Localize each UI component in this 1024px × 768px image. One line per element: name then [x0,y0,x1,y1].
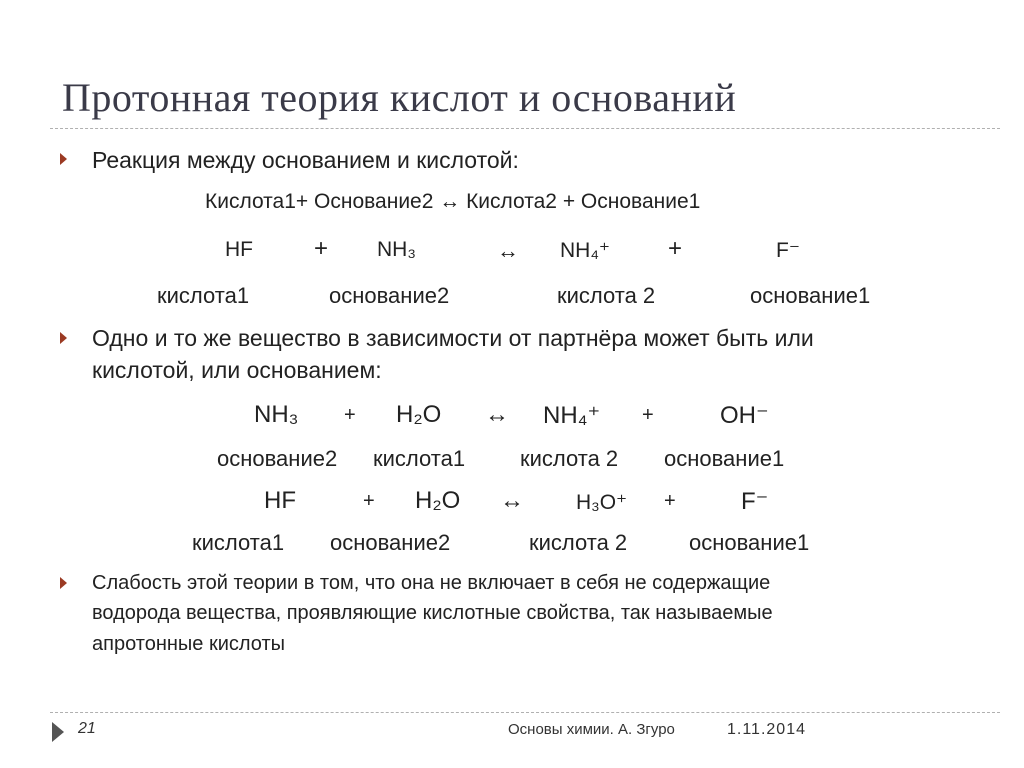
bullet-text: апротонные кислоты [92,633,285,655]
formula: H₂O [415,487,461,514]
equation-row [0,401,1024,433]
equation-row [0,235,1024,268]
role-label: основание1 [689,530,810,555]
role-label: основание2 [329,283,450,308]
footer-text: Основы химии. А. Згуро [508,721,675,738]
formula: NH₃ [377,238,416,261]
role-label: кислота1 [157,283,250,308]
role-label: кислота1 [192,530,285,555]
formula: OH⁻ [720,402,769,429]
bullet-marker [60,153,67,165]
label-row [0,283,1024,313]
formula: H₂O [396,401,442,428]
bullet-marker [60,577,67,589]
formula: F⁻ [776,239,800,262]
role-label: основание1 [664,446,785,471]
title-divider [50,128,1000,129]
plus-sign: + [668,235,683,262]
role-label: кислота 2 [520,446,619,471]
formula: HF [225,238,253,261]
bullet-text: Реакция между основанием и кислотой: [92,147,519,173]
equilibrium-arrow: ↔ [500,487,524,514]
role-label: основание1 [750,283,871,308]
role-label: основание2 [330,530,451,555]
role-label: кислота1 [373,446,466,471]
general-equation: Кислота1+ Основание2 ↔ Кислота2 + Основание1 [205,190,701,213]
bullet-text: водорода вещества, проявляющие кислотные свойства, так называемые [92,602,773,624]
label-row [0,446,1024,476]
equilibrium-arrow: ↔ [485,401,509,428]
bullet-text: Одно и то же вещество в зависимости от партнёра может быть или [92,325,814,351]
formula: F⁻ [741,488,769,515]
slide-title: Протонная теория кислот и оснований [62,75,737,120]
bullet-marker [60,332,67,344]
plus-sign: + [363,490,375,512]
plus-sign: + [344,404,356,426]
formula: H₃O⁺ [576,491,628,514]
role-label: кислота 2 [557,283,656,308]
plus-sign: + [642,404,654,426]
plus-sign: + [314,235,329,262]
label-row [0,530,1024,560]
formula: NH₄⁺ [560,239,610,262]
footer-divider [50,712,1000,713]
role-label: основание2 [217,446,338,471]
footer-date: 1.11.2014 [727,721,806,738]
formula: NH₃ [254,401,299,428]
role-label: кислота 2 [529,530,628,555]
footer-arrow-icon [52,722,64,742]
equilibrium-arrow: ↔ [497,238,519,263]
bullet-text: Слабость этой теории в том, что она не включает в себя не содержащие [92,572,771,594]
plus-sign: + [664,490,676,512]
bullet-text: кислотой, или основанием: [92,357,382,383]
formula: HF [264,487,296,514]
page-number: 21 [78,720,96,737]
equation-row [0,487,1024,519]
formula: NH₄⁺ [543,402,601,429]
